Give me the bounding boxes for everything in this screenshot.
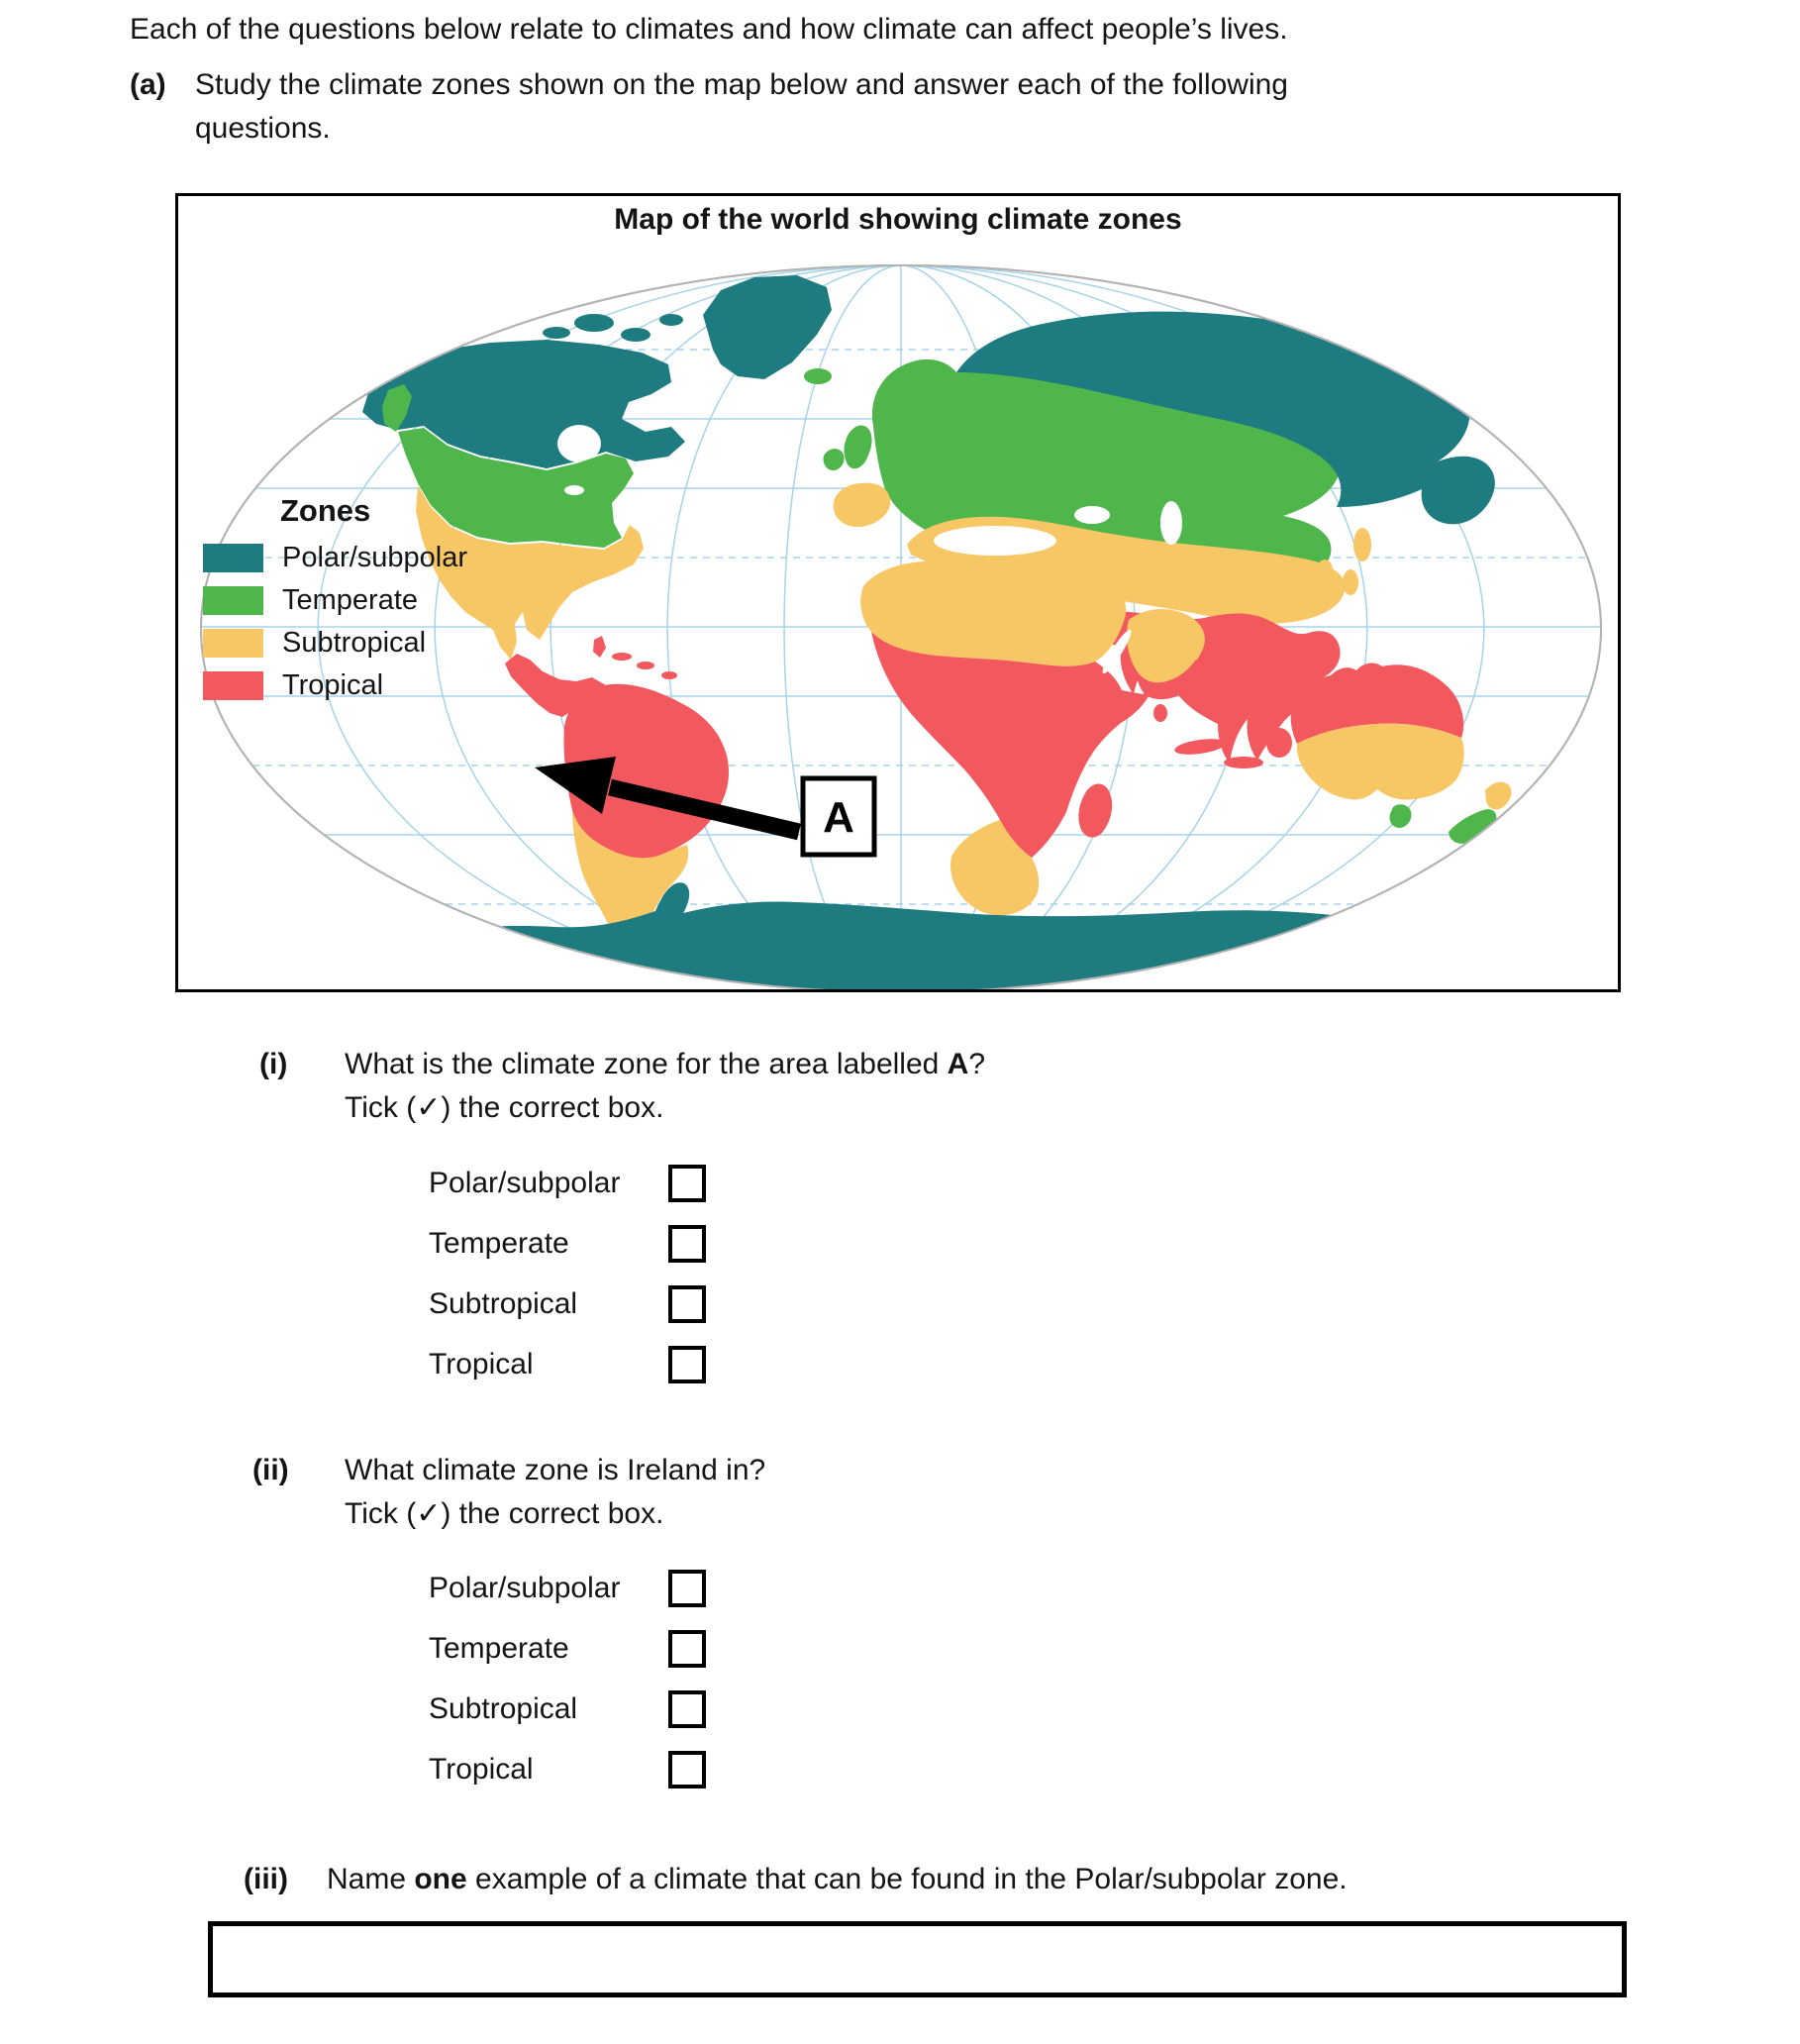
arctic-island-2 bbox=[621, 328, 650, 342]
part-a-line1: Study the climate zones shown on the map below and answer each of the following bbox=[195, 68, 1288, 101]
option-label: Tropical bbox=[429, 1348, 534, 1380]
sri-lanka bbox=[1153, 704, 1167, 722]
arctic-island-1 bbox=[574, 314, 614, 332]
option-label: Polar/subpolar bbox=[429, 1572, 621, 1604]
option-label: Subtropical bbox=[429, 1287, 578, 1320]
q3-text-after: example of a climate that can be found in the Polar/subpolar zone. bbox=[466, 1863, 1348, 1895]
marker-a-label: A bbox=[823, 793, 854, 842]
q2-temperate-checkbox[interactable] bbox=[668, 1630, 706, 1668]
q1-option-subtropical bbox=[429, 1285, 706, 1323]
q1-options bbox=[429, 1165, 706, 1406]
q2-subtropical-checkbox[interactable] bbox=[668, 1690, 706, 1728]
option-label: Subtropical bbox=[429, 1692, 578, 1725]
map-legend bbox=[203, 493, 467, 707]
arctic-island-3 bbox=[659, 314, 683, 326]
q1-instruction: Tick (✓) the correct box. bbox=[345, 1091, 664, 1124]
q2-option-temperate bbox=[429, 1630, 706, 1668]
q2-options bbox=[429, 1570, 706, 1811]
legend-label: Temperate bbox=[282, 584, 419, 616]
australia-subtropical bbox=[1297, 724, 1464, 800]
q3-number: (iii) bbox=[244, 1863, 288, 1895]
intro-text: Each of the questions below relate to climates and how climate can affect people’s lives. bbox=[130, 13, 1288, 46]
legend-item-temperate bbox=[203, 579, 467, 622]
q1-text-bold: A bbox=[947, 1048, 969, 1080]
option-label: Temperate bbox=[429, 1632, 569, 1665]
caribbean-island bbox=[661, 671, 677, 679]
q1-text-after: ? bbox=[968, 1048, 986, 1080]
q2-number: (ii) bbox=[252, 1454, 289, 1486]
legend-label: Polar/subpolar bbox=[282, 542, 467, 573]
q2-tropical-checkbox[interactable] bbox=[668, 1751, 706, 1788]
legend-label: Subtropical bbox=[282, 627, 427, 659]
q2-option-polar bbox=[429, 1570, 706, 1607]
q3-text-bold: one bbox=[414, 1863, 467, 1895]
japan-south bbox=[1343, 569, 1358, 595]
q2-option-subtropical bbox=[429, 1690, 706, 1728]
legend-item-subtropical bbox=[203, 622, 467, 664]
climate-map-panel bbox=[175, 193, 1621, 992]
polar-swatch bbox=[203, 544, 263, 572]
option-label: Tropical bbox=[429, 1753, 534, 1786]
q3-answer-box[interactable] bbox=[208, 1921, 1627, 1997]
tropical-swatch bbox=[203, 671, 263, 700]
q1-option-tropical bbox=[429, 1346, 706, 1383]
q2-polar-checkbox[interactable] bbox=[668, 1570, 706, 1607]
cuba bbox=[612, 653, 632, 661]
legend-title: Zones bbox=[280, 493, 371, 528]
korea bbox=[1317, 560, 1333, 581]
legend-item-polar bbox=[203, 537, 467, 579]
q1-temperate-checkbox[interactable] bbox=[668, 1225, 706, 1263]
q2-instruction: Tick (✓) the correct box. bbox=[345, 1497, 664, 1530]
q1-polar-checkbox[interactable] bbox=[668, 1165, 706, 1202]
part-a-number: (a) bbox=[130, 68, 166, 101]
q1-option-polar bbox=[429, 1165, 706, 1202]
q2-text: What climate zone is Ireland in? bbox=[345, 1454, 766, 1486]
temperate-swatch bbox=[203, 586, 263, 615]
iceland bbox=[804, 368, 832, 384]
hudson-bay bbox=[557, 425, 601, 462]
java bbox=[1224, 757, 1263, 768]
q1-text-before: What is the climate zone for the area labelled bbox=[345, 1048, 948, 1080]
map-title: Map of the world showing climate zones bbox=[614, 203, 1182, 236]
part-a-line2: questions. bbox=[195, 112, 331, 145]
q1-subtropical-checkbox[interactable] bbox=[668, 1285, 706, 1323]
option-label: Temperate bbox=[429, 1227, 569, 1260]
legend-label: Tropical bbox=[282, 669, 384, 701]
japan-north bbox=[1353, 528, 1371, 562]
caspian-sea bbox=[1160, 501, 1182, 545]
arctic-island-4 bbox=[543, 327, 570, 339]
q1-option-temperate bbox=[429, 1225, 706, 1263]
hispaniola bbox=[637, 662, 654, 669]
mediterranean-sea bbox=[934, 526, 1056, 556]
q1-number: (i) bbox=[259, 1048, 288, 1080]
q3-text bbox=[327, 1858, 1348, 1901]
subtropical-swatch bbox=[203, 629, 263, 658]
borneo bbox=[1266, 728, 1292, 758]
option-label: Polar/subpolar bbox=[429, 1167, 621, 1199]
q3-text-before: Name bbox=[327, 1863, 415, 1895]
great-lakes bbox=[564, 485, 584, 495]
black-sea bbox=[1074, 506, 1110, 524]
q1-text bbox=[345, 1043, 985, 1086]
q1-tropical-checkbox[interactable] bbox=[668, 1346, 706, 1383]
q2-option-tropical bbox=[429, 1751, 706, 1788]
philippines-north bbox=[1289, 672, 1301, 694]
legend-item-tropical bbox=[203, 664, 467, 707]
